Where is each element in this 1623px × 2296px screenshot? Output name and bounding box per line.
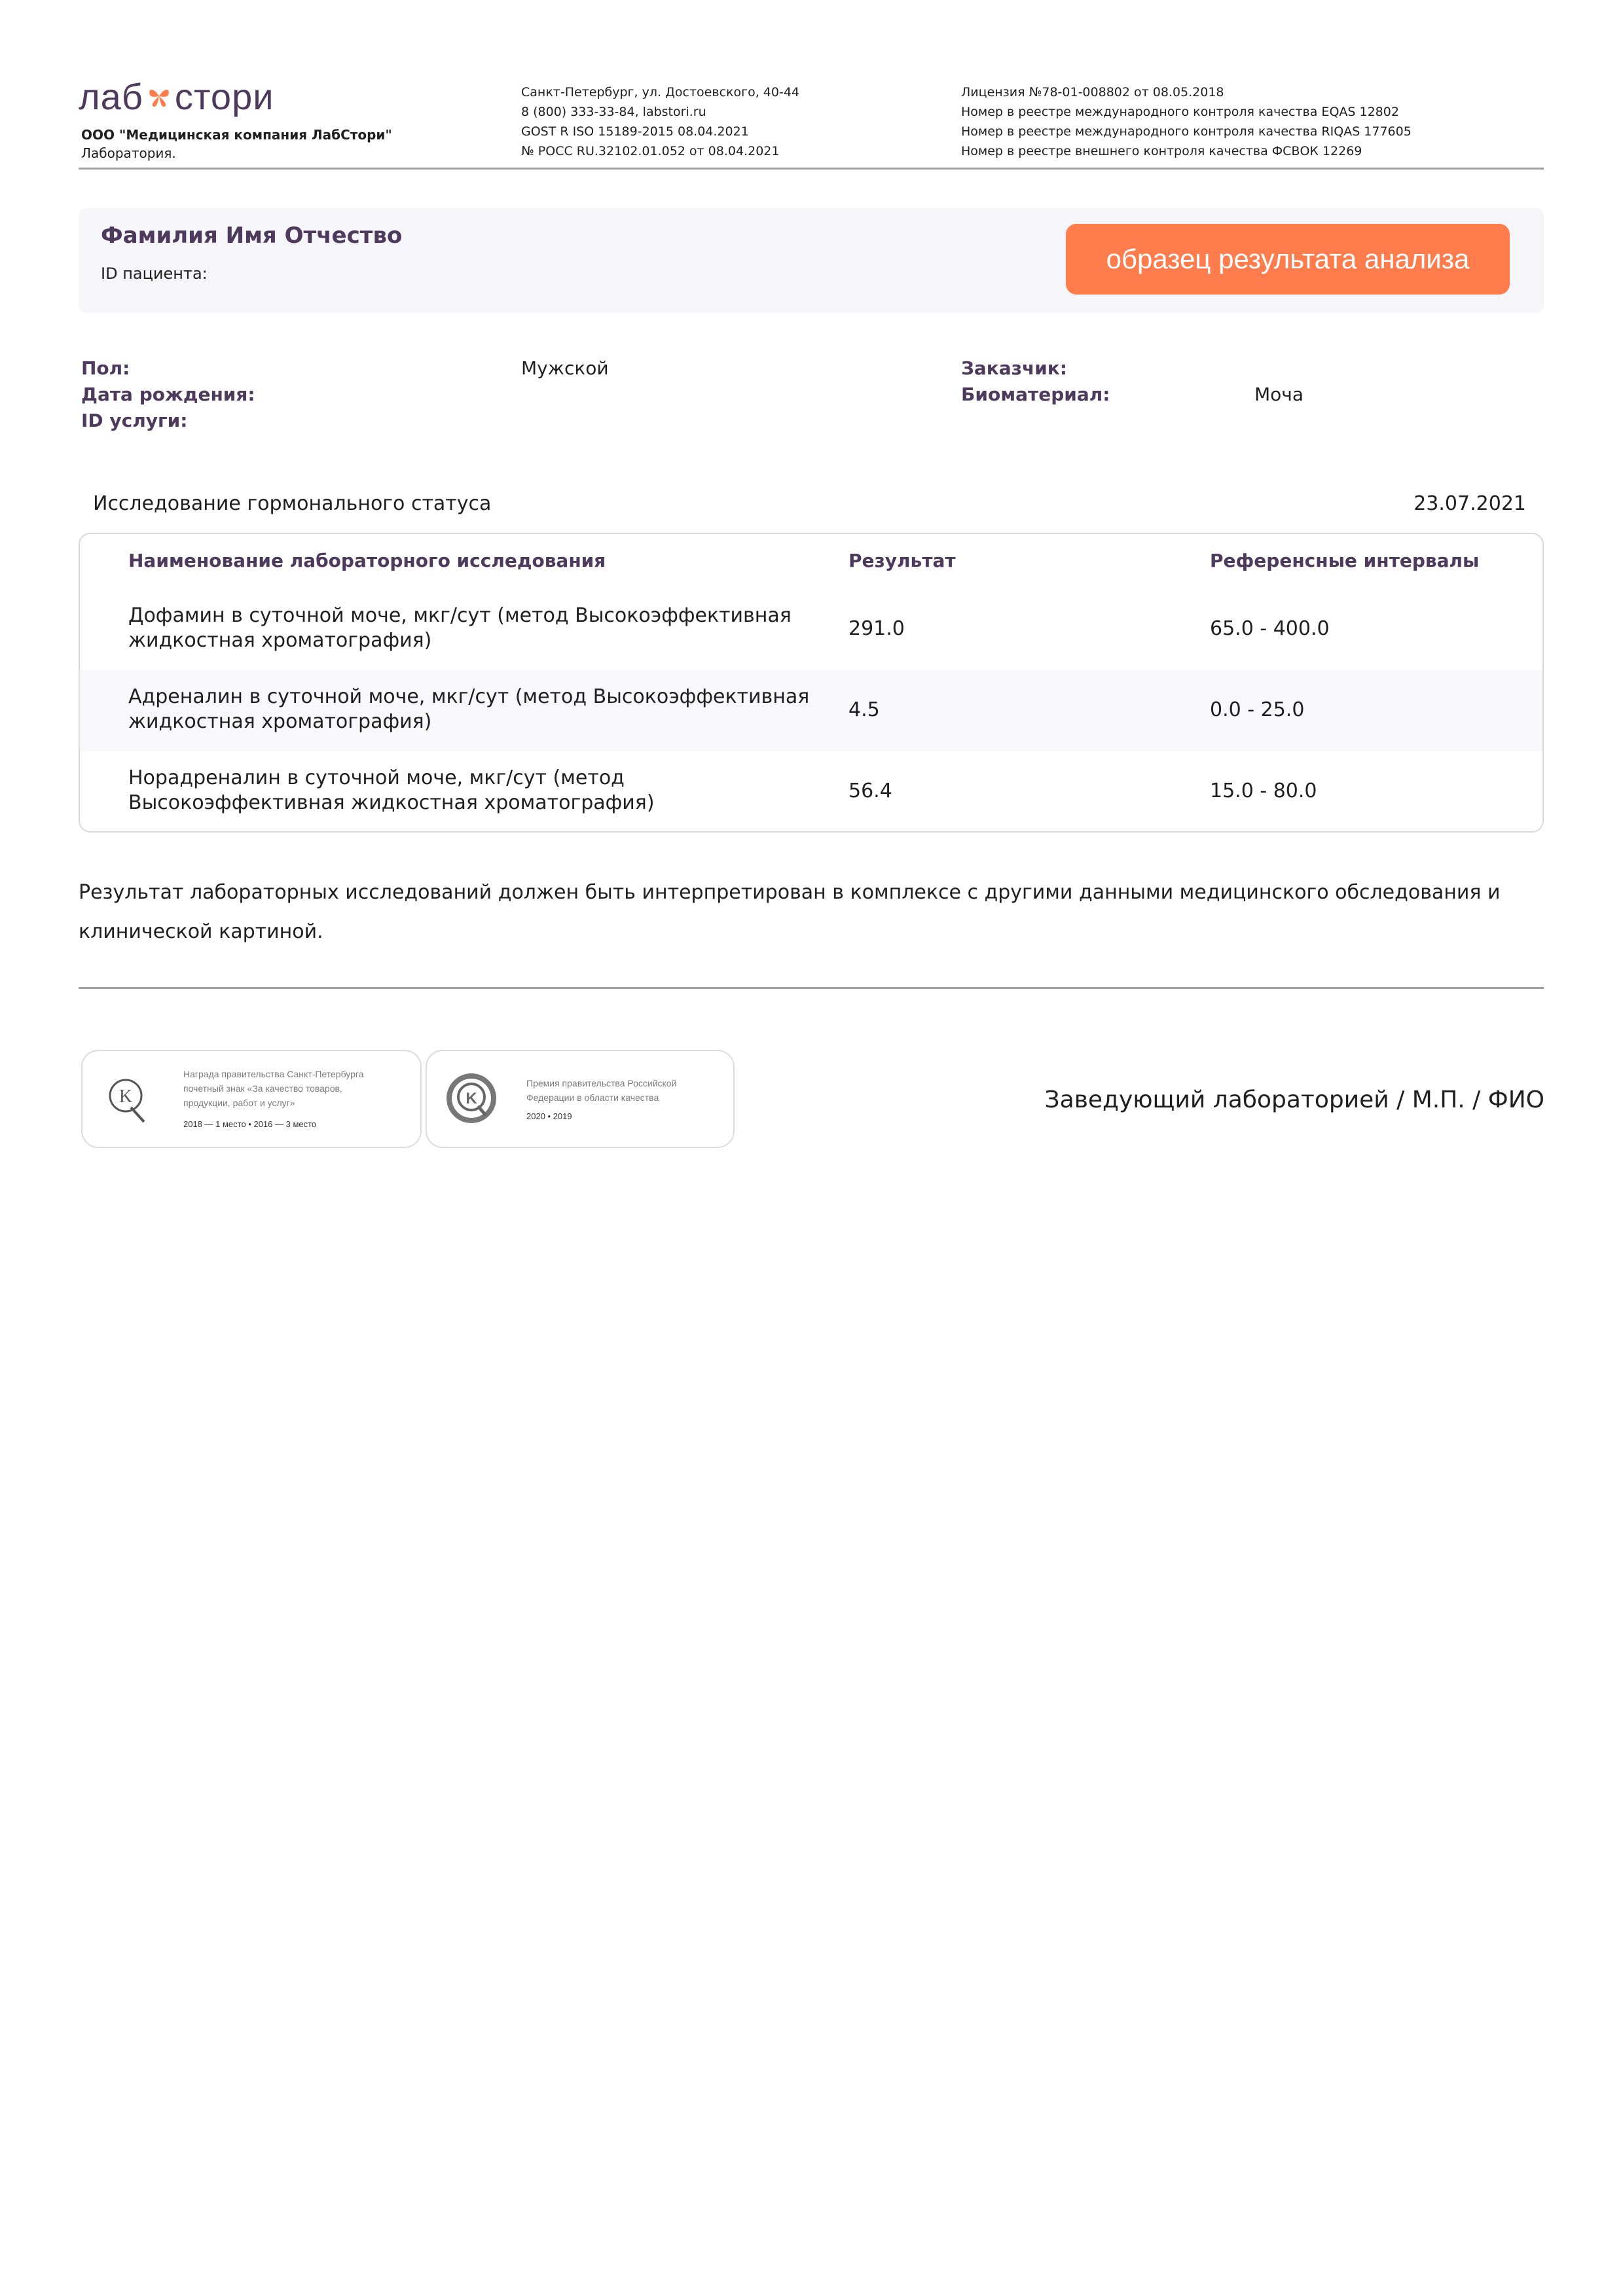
license-block: [961, 82, 1412, 161]
award-years: 2018 — 1 место • 2016 — 3 место: [183, 1119, 317, 1129]
award-line: Награда правительства Санкт-Петербурга: [183, 1069, 364, 1079]
award-line: Премия правительства Российской: [526, 1078, 677, 1088]
address-block: [521, 82, 799, 161]
test-reference: 15.0 - 80.0: [1210, 780, 1317, 802]
test-name: [128, 603, 792, 653]
patient-id-label: ID пациента:: [101, 264, 208, 283]
table-row: [80, 589, 1542, 670]
award-line: Федерации в области качества: [526, 1092, 659, 1103]
study-date: 23.07.2021: [1413, 492, 1526, 515]
test-name: [128, 766, 655, 816]
svg-text:K: K: [119, 1086, 133, 1107]
table-header-row: [80, 534, 1542, 589]
study-title: Исследование гормонального статуса: [93, 492, 492, 515]
license-line: Номер в реестре международного контроля качества EQAS 12802: [961, 105, 1399, 119]
license-line: Номер в реестре международного контроля качества RIQAS 177605: [961, 124, 1412, 139]
test-name-line: Норадреналин в суточной моче, мкг/сут (метод: [128, 766, 625, 789]
test-name-line: жидкостная хроматография): [128, 710, 432, 733]
gender-value: Мужской: [521, 357, 609, 379]
test-result: 291.0: [848, 617, 905, 640]
footer-divider: [79, 987, 1544, 989]
sample-result-badge: образец результата анализа: [1066, 224, 1510, 295]
interpretation-note: Результат лабораторных исследований должен быть интерпретирован в комплексе с другими данными медицинского обследования и клинической картиной.: [79, 881, 1501, 943]
logo-text-left: лаб: [79, 75, 143, 117]
service-id-label: ID услуги:: [81, 410, 188, 431]
award-text: [183, 1067, 364, 1110]
signature-line: Заведующий лабораторией / М.П. / ФИО: [1044, 1086, 1544, 1113]
svg-text:K: K: [465, 1090, 477, 1107]
gender-label: Пол:: [81, 357, 130, 379]
award-badge-rf: [426, 1050, 735, 1148]
butterfly-icon: [145, 82, 173, 111]
quality-medal-icon: [444, 1071, 499, 1126]
address-line: GOST R ISO 15189-2015 08.04.2021: [521, 124, 749, 139]
test-reference: 65.0 - 400.0: [1210, 617, 1330, 640]
award-line: почетный знак «За качество товаров,: [183, 1083, 342, 1094]
header-divider: [79, 168, 1544, 170]
test-name-line: Высокоэффективная жидкостная хроматография): [128, 791, 655, 814]
labstori-logo: [79, 73, 274, 119]
test-name-line: Дофамин в суточной моче, мкг/сут (метод Высокоэффективная: [128, 604, 792, 627]
company-subtitle: Лаборатория.: [81, 145, 176, 161]
license-line: Номер в реестре внешнего контроля качества ФСВОК 12269: [961, 144, 1362, 158]
table-row: [80, 670, 1542, 751]
address-line: 8 (800) 333-33-84, labstori.ru: [521, 105, 706, 119]
award-text: [526, 1076, 676, 1105]
biomaterial-value: Моча: [1254, 384, 1304, 405]
test-result: 56.4: [848, 780, 892, 802]
col-header-result: Результат: [848, 550, 956, 571]
col-header-reference: Референсные интервалы: [1210, 550, 1480, 571]
test-name: [128, 685, 809, 734]
col-header-name: Наименование лабораторного исследования: [128, 550, 606, 571]
award-line: продукции, работ и услуг»: [183, 1098, 295, 1108]
license-line: Лицензия №78-01-008802 от 08.05.2018: [961, 85, 1224, 99]
table-row: [80, 751, 1542, 833]
test-name-line: Адреналин в суточной моче, мкг/сут (метод Высокоэффективная: [128, 685, 810, 708]
address-line: № РОСС RU.32102.01.052 от 08.04.2021: [521, 144, 780, 158]
address-line: Санкт-Петербург, ул. Достоевского, 40-44: [521, 85, 800, 99]
award-badge-spb: [81, 1050, 422, 1148]
patient-name: Фамилия Имя Отчество: [101, 223, 403, 249]
biomaterial-label: Биоматериал:: [961, 384, 1110, 405]
test-result: 4.5: [848, 698, 880, 721]
birth-date-label: Дата рождения:: [81, 384, 255, 405]
award-years: 2020 • 2019: [526, 1111, 572, 1121]
logo-text-right: стори: [174, 75, 274, 117]
test-name-line: жидкостная хроматография): [128, 629, 432, 652]
customer-label: Заказчик:: [961, 357, 1067, 379]
quality-q-icon: [106, 1073, 148, 1126]
company-name: ООО "Медицинская компания ЛабСтори": [81, 127, 392, 143]
test-reference: 0.0 - 25.0: [1210, 698, 1305, 721]
results-table: [79, 533, 1544, 833]
